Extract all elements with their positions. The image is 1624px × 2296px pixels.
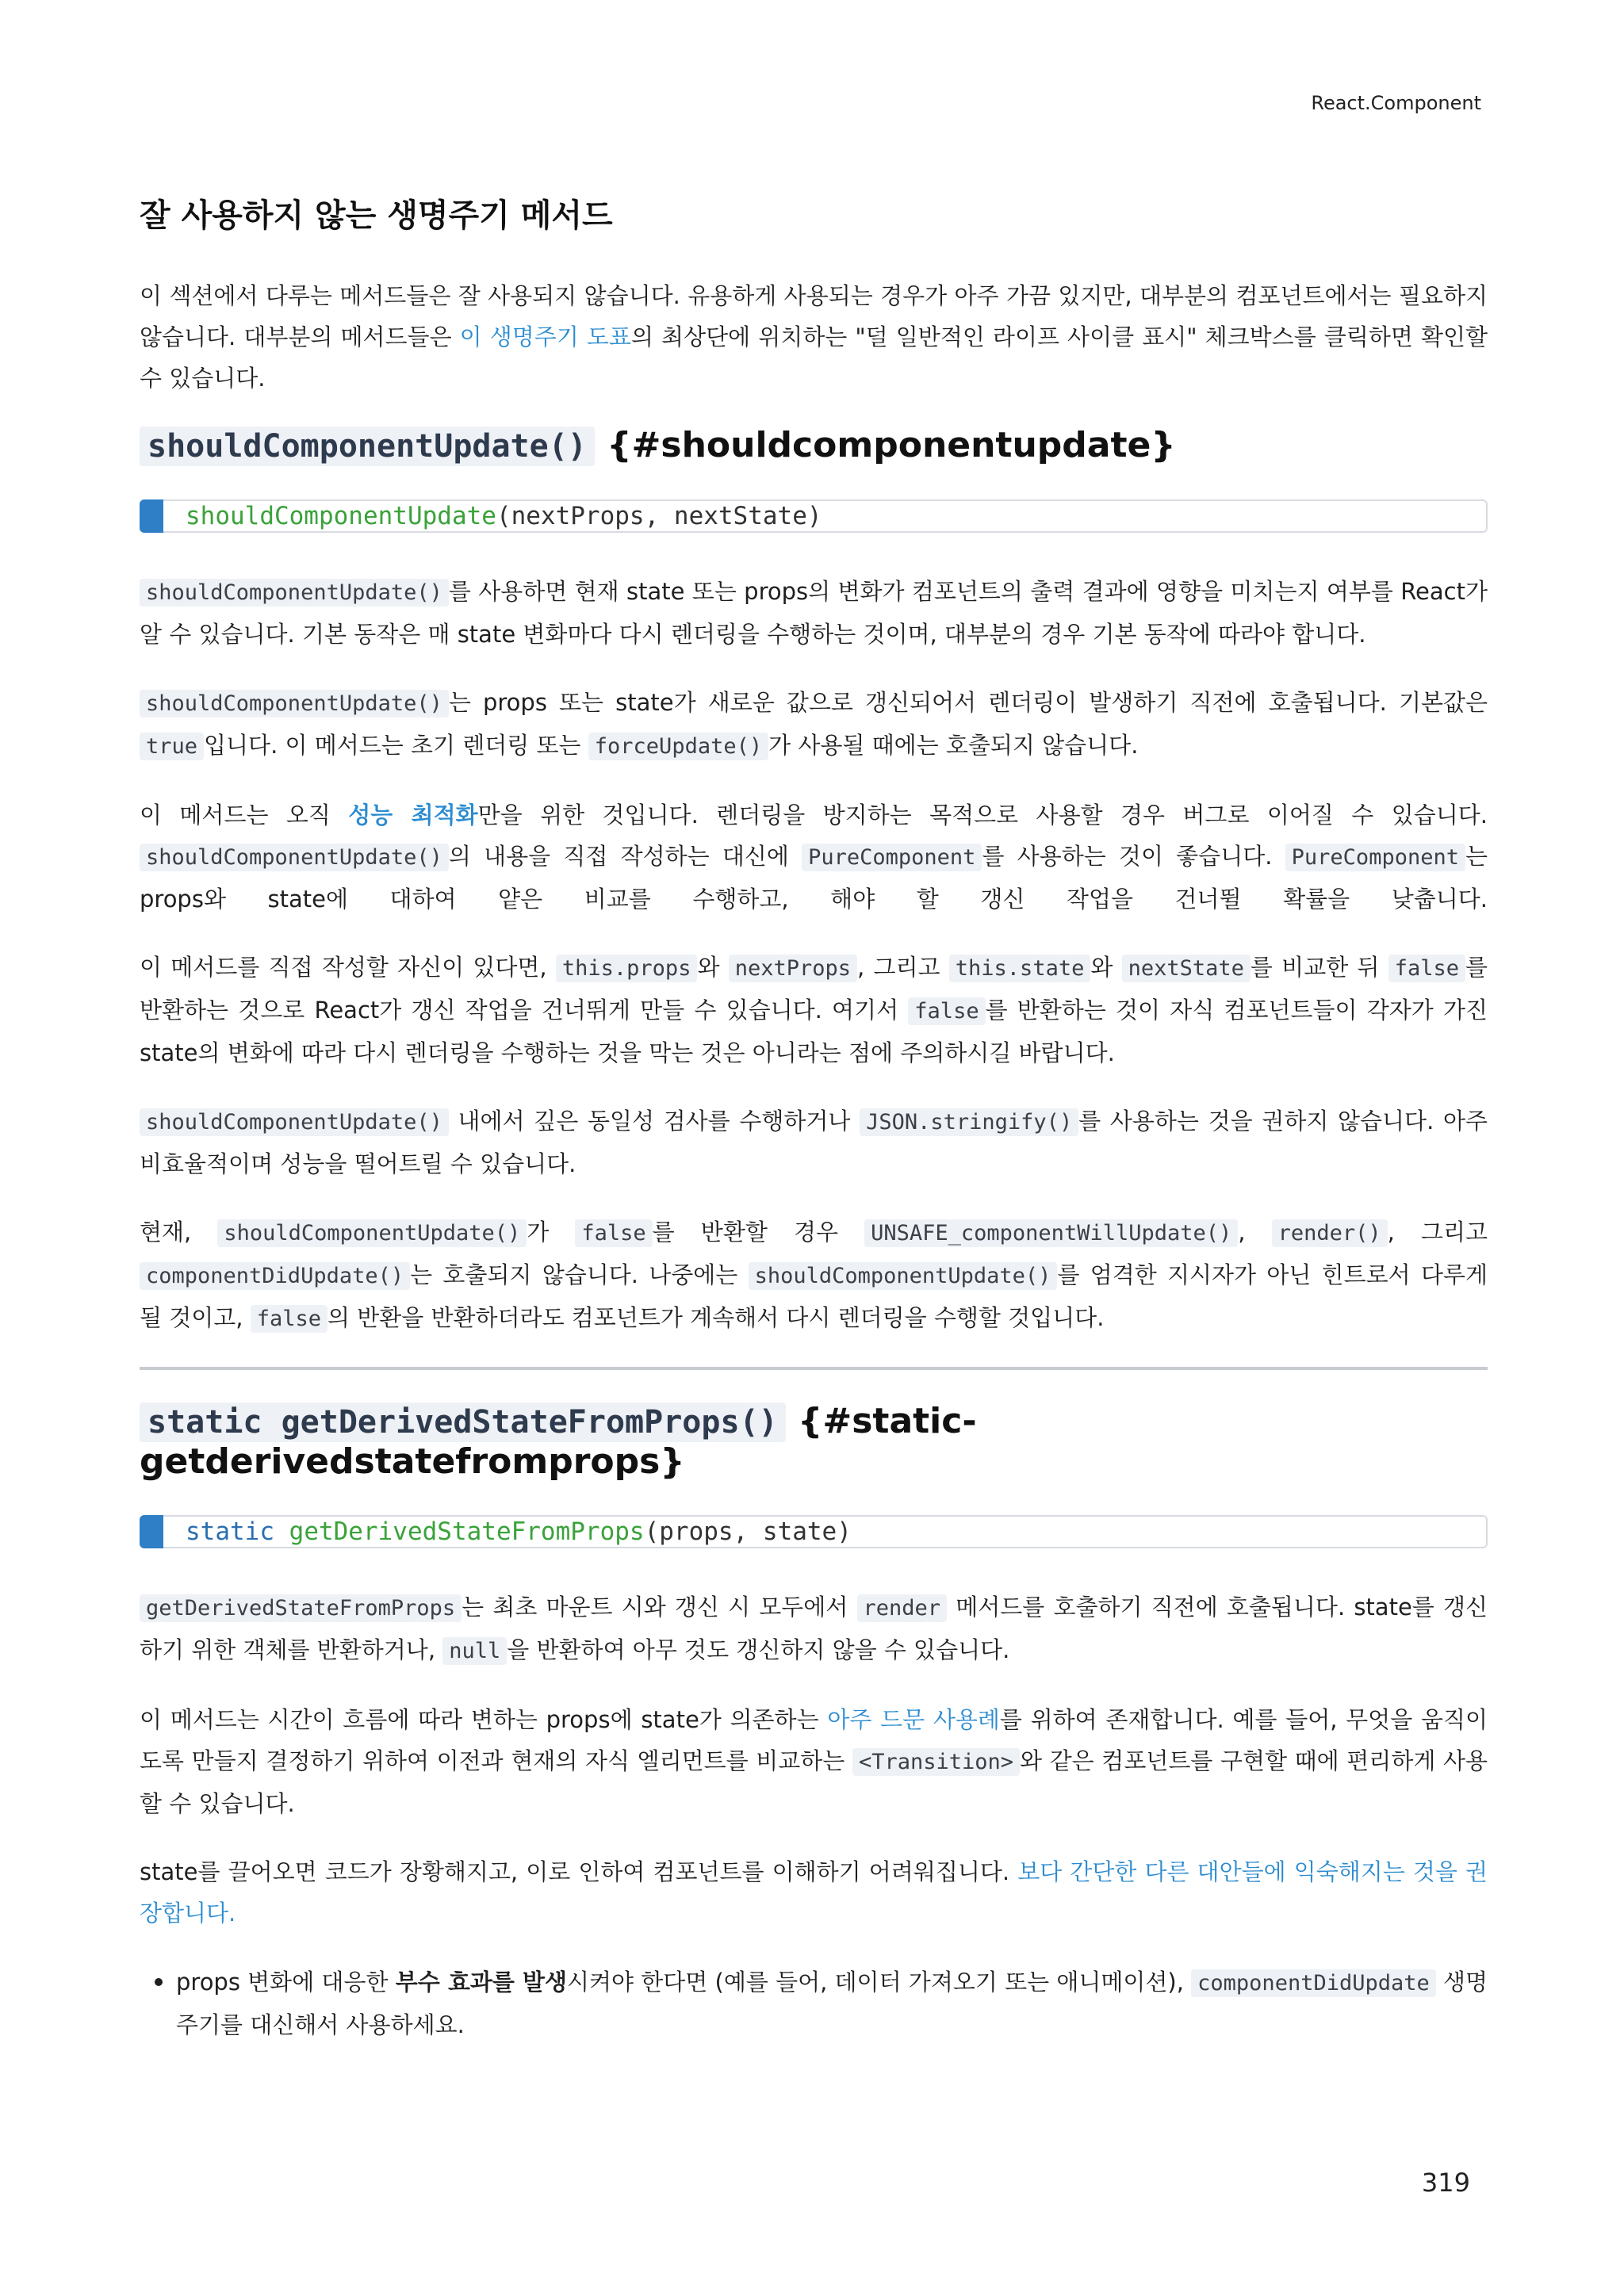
inline-code: PureComponent bbox=[1285, 844, 1465, 871]
code-fn: getDerivedStateFromProps bbox=[289, 1517, 645, 1546]
text: 생명주기를 대신해서 사용하세요. bbox=[176, 1969, 1488, 2038]
text: 의 내용을 직접 작성하는 대신에 bbox=[448, 843, 802, 870]
inline-code: shouldComponentUpdate() bbox=[140, 844, 449, 871]
inline-code: this.props bbox=[556, 955, 698, 982]
scu-paragraph-2 bbox=[140, 682, 1488, 767]
scu-paragraph-6 bbox=[140, 1211, 1488, 1340]
page-number: 319 bbox=[1421, 2168, 1470, 2198]
inline-code: shouldComponentUpdate() bbox=[140, 1108, 449, 1136]
text: 를 사용하면 현재 state 또는 props의 변화가 컴포넌트의 출력 결과에 영향을 미치는지 여부를 React가 알 수 있습니다. 기본 동작은 매 state 변화마다 다시 렌더링을 수행하는 것이며, 대부분의 경우 기본 동작에 따라야 합니다. bbox=[140, 578, 1488, 648]
text: props 변화에 대응한 bbox=[176, 1969, 396, 1996]
text: 를 반환하는 것이 자식 컴포넌트들이 각자가 가진 state의 변화에 따라 다시 렌더링을 수행하는 것을 막는 것은 아니라는 점에 주의하시길 바랍니다. bbox=[140, 997, 1488, 1066]
code-marker bbox=[140, 499, 163, 533]
inline-code: this.state bbox=[949, 955, 1091, 982]
code-args: (props, state) bbox=[644, 1517, 852, 1546]
text: 이 메서드는 오직 bbox=[140, 802, 349, 828]
list-item bbox=[176, 1961, 1488, 2045]
scu-paragraph-4 bbox=[140, 947, 1488, 1073]
inline-code: false bbox=[251, 1305, 327, 1333]
text: 는 최초 마운트 시와 갱신 시 모두에서 bbox=[462, 1594, 857, 1621]
intro-paragraph bbox=[140, 275, 1488, 399]
text: 는 props와 state에 대하여 얕은 비교를 수행하고, 해야 할 갱신 작업을 건너뛸 확률을 낮춥니다. bbox=[140, 843, 1488, 913]
gdsfp-paragraph-3 bbox=[140, 1851, 1488, 1934]
inline-code: nextProps bbox=[729, 955, 857, 982]
gdsfp-heading bbox=[140, 1402, 1488, 1482]
code-line bbox=[186, 502, 822, 530]
gdsfp-code-block bbox=[140, 1515, 1488, 1548]
inline-code: render() bbox=[1272, 1219, 1388, 1247]
text: 시켜야 한다면 (예를 들어, 데이터 가져오기 또는 애니메이션), bbox=[567, 1969, 1192, 1996]
section-divider bbox=[140, 1367, 1488, 1370]
inline-code: false bbox=[1388, 955, 1465, 982]
text: 는 props 또는 state가 새로운 값으로 갱신되어서 렌더링이 발생하기 직전에 호출됩니다. 기본값은 bbox=[448, 689, 1488, 716]
inline-code: shouldComponentUpdate() bbox=[140, 579, 449, 607]
heading-anchor-part-2: getderivedstatefromprops} bbox=[140, 1441, 685, 1482]
text: 를 위하여 존재합니다. 예를 들어, 무엇을 움직이도록 만들지 결정하기 위하여 이전과 현재의 자식 엘리먼트를 비교하는 bbox=[140, 1706, 1488, 1774]
scu-paragraph-3 bbox=[140, 794, 1488, 920]
performance-optimization-link[interactable]: 성능 최적화 bbox=[348, 802, 478, 828]
text: 메서드를 호출하기 직전에 호출됩니다. state를 갱신하기 위한 객체를 반환하거나, bbox=[140, 1594, 1488, 1663]
section-title: 잘 사용하지 않는 생명주기 메서드 bbox=[140, 197, 613, 234]
text: 이 메서드는 시간이 흐름에 따라 변하는 props에 state가 의존하는 bbox=[140, 1706, 828, 1733]
inline-code: true bbox=[140, 733, 204, 760]
rare-use-cases-link[interactable]: 아주 드문 사용례 bbox=[827, 1706, 1000, 1733]
text: 를 반환할 경우 bbox=[652, 1219, 865, 1246]
text: 를 사용하는 것을 권하지 않습니다. 아주 비효율적이며 성능을 떨어트릴 수 있습니다. bbox=[140, 1108, 1488, 1177]
inline-code: JSON.stringify() bbox=[860, 1108, 1078, 1136]
text: , 그리고 bbox=[857, 954, 949, 981]
code-line bbox=[186, 1517, 852, 1546]
scu-paragraph-5 bbox=[140, 1100, 1488, 1184]
text: 를 사용하는 것이 좋습니다. bbox=[982, 843, 1285, 870]
text: 을 반환하여 아무 것도 갱신하지 않을 수 있습니다. bbox=[507, 1636, 1010, 1663]
inline-code: UNSAFE_componentWillUpdate() bbox=[864, 1219, 1238, 1247]
inline-code: getDerivedStateFromProps bbox=[140, 1594, 462, 1622]
text: 의 반환을 반환하더라도 컴포넌트가 계속해서 다시 렌더링을 수행할 것입니다. bbox=[327, 1304, 1105, 1331]
scu-heading bbox=[140, 426, 1488, 466]
text: 현재, bbox=[140, 1219, 218, 1246]
inline-code: false bbox=[575, 1219, 652, 1247]
inline-code: nextState bbox=[1122, 955, 1251, 982]
code-marker bbox=[140, 1515, 163, 1548]
heading-anchor: {#shouldcomponentupdate} bbox=[607, 425, 1176, 465]
inline-code: false bbox=[908, 997, 985, 1025]
heading-code: static getDerivedStateFromProps() bbox=[140, 1402, 786, 1442]
gdsfp-paragraph-1 bbox=[140, 1586, 1488, 1672]
inline-code: PureComponent bbox=[802, 844, 982, 871]
page-content bbox=[140, 190, 1488, 2045]
text: 를 엄격한 지시자가 아닌 힌트로서 다루게 될 것이고, bbox=[140, 1261, 1488, 1331]
inline-code: forceUpdate() bbox=[588, 733, 768, 760]
text: 입니다. 이 메서드는 초기 렌더링 또는 bbox=[204, 732, 588, 759]
inline-code: null bbox=[442, 1637, 507, 1665]
text: 가 사용될 때에는 호출되지 않습니다. bbox=[768, 732, 1139, 759]
text: 와 bbox=[1090, 954, 1122, 981]
code-args: (nextProps, nextState) bbox=[496, 502, 822, 530]
text: 는 호출되지 않습니다. 나중에는 bbox=[410, 1261, 749, 1288]
text: 이 메서드를 직접 작성할 자신이 있다면, bbox=[140, 954, 556, 981]
simpler-alternatives-link[interactable]: 보다 간단한 다른 대안들에 익숙해지는 것을 권장합니다. bbox=[140, 1858, 1488, 1927]
text: 가 bbox=[527, 1219, 576, 1246]
heading-code: shouldComponentUpdate() bbox=[140, 427, 595, 466]
inline-code: shouldComponentUpdate() bbox=[749, 1262, 1058, 1290]
text: 만을 위한 것입니다. 렌더링을 방지하는 목적으로 사용할 경우 버그로 이어질 수 있습니다. bbox=[477, 802, 1488, 828]
text: 를 비교한 뒤 bbox=[1250, 954, 1388, 981]
inline-code: <Transition> bbox=[852, 1748, 1020, 1776]
text: , bbox=[1238, 1219, 1272, 1246]
scu-paragraph-1 bbox=[140, 571, 1488, 655]
running-header: React.Component bbox=[1311, 92, 1481, 114]
code-keyword: static bbox=[186, 1517, 274, 1546]
inline-code: componentDidUpdate() bbox=[140, 1262, 410, 1290]
text: 이 섹션에서 다루는 메서드들은 잘 사용되지 않습니다. 유용하게 사용되는 경우가 아주 가끔 있지만, 대부분의 컴포넌트에서는 필요하지 않습니다. 대부분의 메서드들은 bbox=[140, 282, 1488, 350]
inline-code: render bbox=[857, 1594, 948, 1622]
heading-anchor-part-1: {#static- bbox=[798, 1401, 977, 1441]
inline-code: shouldComponentUpdate() bbox=[140, 690, 449, 718]
text: , 그리고 bbox=[1387, 1219, 1488, 1246]
code-fn: shouldComponentUpdate bbox=[186, 502, 496, 530]
text: 내에서 깊은 동일성 검사를 수행하거나 bbox=[448, 1108, 860, 1135]
lifecycle-diagram-link[interactable]: 이 생명주기 도표 bbox=[459, 323, 631, 350]
text: state를 끌어오면 코드가 장황해지고, 이로 인하여 컴포넌트를 이해하기 어려워집니다. bbox=[140, 1858, 1018, 1885]
text: 와 같은 컴포넌트를 구현할 때에 편리하게 사용할 수 있습니다. bbox=[140, 1747, 1488, 1817]
gdsfp-paragraph-2 bbox=[140, 1699, 1488, 1824]
text: 를 반환하는 것으로 React가 갱신 작업을 건너뛰게 만들 수 있습니다. 여기서 bbox=[140, 954, 1488, 1024]
alternatives-list bbox=[140, 1961, 1488, 2045]
text: 의 최상단에 위치하는 "덜 일반적인 라이프 사이클 표시" 체크박스를 클릭하면 확인할 수 있습니다. bbox=[140, 323, 1488, 392]
scu-code-block bbox=[140, 499, 1488, 533]
text: 와 bbox=[697, 954, 729, 981]
inline-code: componentDidUpdate bbox=[1191, 1969, 1436, 1997]
inline-code: shouldComponentUpdate() bbox=[217, 1219, 527, 1247]
bold-text: 부수 효과를 발생 bbox=[395, 1969, 567, 1996]
